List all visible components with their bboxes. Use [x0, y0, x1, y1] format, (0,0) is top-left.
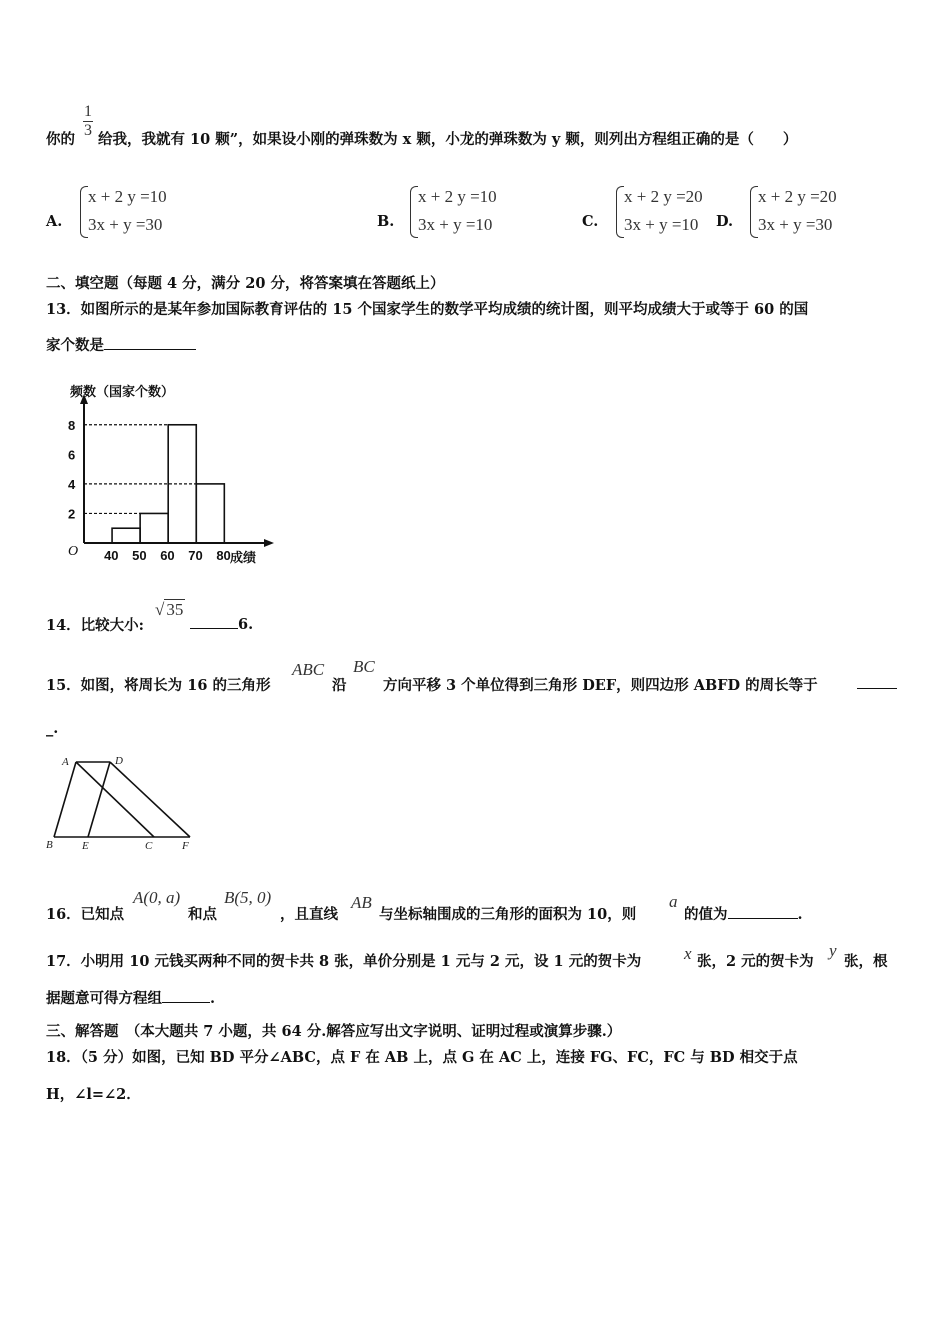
option-d-eq2: 3x + y =30	[758, 215, 833, 234]
q17-mid: 张，2 元的贺卡为	[697, 953, 814, 970]
q18-line1: 18．（5 分）如图，已知 BD 平分∠ABC，点 F 在 AB 上，点 G 在 AC 上，连接 FG、FC，FC 与 BD 相交于点	[46, 1049, 798, 1066]
fraction-one-third	[81, 103, 95, 140]
label-d: D	[115, 755, 123, 767]
option-c-eq2: 3x + y =10	[624, 215, 699, 234]
q17-end: .	[210, 990, 216, 1007]
q16-prefix: 16．已知点	[46, 906, 125, 923]
q15-answer-blank[interactable]	[857, 674, 897, 689]
option-a-eq1: x + 2 y =10	[88, 187, 167, 206]
fraction-numerator: 1	[84, 103, 92, 120]
option-b-eq1: x + 2 y =10	[418, 187, 497, 206]
q14-tail	[190, 614, 253, 633]
label-e: E	[82, 840, 89, 852]
q15-along: 沿	[332, 677, 347, 694]
origin-label: O	[68, 544, 79, 559]
option-d-eq1: x + 2 y =20	[758, 187, 837, 206]
label-a: A	[62, 756, 69, 768]
q13-answer-blank[interactable]	[104, 335, 196, 350]
x-tick-label: 60	[160, 548, 175, 563]
line-ab	[54, 762, 76, 837]
option-a-equations	[88, 183, 167, 239]
q16-suffix	[684, 903, 803, 924]
option-b-equations	[418, 183, 497, 239]
x-tick-label: 80	[216, 548, 231, 563]
q15-answer-blank-wrap	[857, 674, 897, 693]
q18-line2: H，∠l=∠2．	[46, 1086, 141, 1103]
option-c-label[interactable]: C.	[582, 213, 599, 230]
y-tick-label: 6	[68, 447, 76, 463]
q13-line2-text: 家个数是	[46, 337, 104, 354]
y-tick-label: 4	[68, 476, 76, 492]
histogram-bar	[196, 484, 224, 543]
q17-line2-text: 据题意可得方程组	[46, 990, 162, 1007]
histogram-chart	[46, 380, 286, 575]
option-d-label[interactable]: D.	[716, 213, 734, 230]
y-axis-label: 频数（国家个数）	[70, 385, 175, 400]
y-tick-label: 2	[68, 506, 76, 522]
x-tick-label: 50	[132, 548, 147, 563]
q14-prefix: 14．比较大小:	[46, 617, 145, 634]
option-b-eq2: 3x + y =10	[418, 215, 493, 234]
label-c: C	[145, 840, 153, 852]
option-a-label[interactable]: A.	[46, 213, 63, 230]
section-2-title: 二、填空题（每题 4 分，满分 20 分，将答案填在答题纸上）	[46, 275, 445, 292]
q17-y: y	[829, 941, 837, 960]
q17-x: x	[684, 944, 692, 963]
q16-and: 和点	[188, 906, 217, 923]
q16-text: 与坐标轴围成的三角形的面积为 10，则	[379, 906, 637, 923]
label-f: F	[182, 840, 189, 852]
q16-suffix-text: 的值为	[684, 906, 728, 923]
x-axis-arrow	[264, 539, 274, 547]
line-ac	[76, 762, 154, 837]
q17-prefix: 17．小明用 10 元钱买两种不同的贺卡共 8 张，单价分别是 1 元与 2 元，设 1 元的贺卡为	[46, 953, 642, 970]
q12-prefix: 你的	[46, 131, 75, 148]
y-tick-label: 8	[68, 417, 76, 433]
label-b: B	[46, 839, 53, 851]
q15-text: 方向平移 3 个单位得到三角形 DEF，则四边形 ABFD 的周长等于	[383, 677, 818, 694]
q12-text: 给我，我就有 10 颗”，如果设小刚的弹珠数为 x 颗，小龙的弹珠数为 y 颗，则列出方程组正确的是（ ）	[98, 131, 798, 148]
option-b-brace	[410, 186, 418, 238]
q13-line1: 13．如图所示的是某年参加国际教育评估的 15 个国家学生的数学平均成绩的统计图，则平均成绩大于或等于 60 的国	[46, 301, 809, 318]
option-c-eq1: x + 2 y =20	[624, 187, 703, 206]
q13-line2	[46, 334, 196, 355]
q15-bc: BC	[353, 657, 375, 676]
option-d-brace	[750, 186, 758, 238]
option-c-equations	[624, 183, 703, 239]
q14-sqrt: √ 35	[155, 600, 184, 619]
option-b-label[interactable]: B.	[377, 213, 395, 230]
q17-answer-blank[interactable]	[162, 988, 210, 1003]
q15-tail: _.	[46, 720, 59, 737]
q17-line2	[46, 987, 215, 1008]
line-df	[110, 762, 190, 837]
option-d-equations	[758, 183, 837, 239]
line-de	[88, 762, 110, 837]
q16-mid: ，且直线	[280, 906, 338, 923]
fraction-denominator: 3	[84, 122, 92, 139]
q14-answer-blank[interactable]	[190, 614, 238, 629]
option-a-brace	[80, 186, 88, 238]
section-3-title: 三、解答题 （本大题共 7 小题，共 64 分.解答应写出文字说明、证明过程或演算步骤.）	[46, 1023, 622, 1040]
option-a-eq2: 3x + y =30	[88, 215, 163, 234]
histogram-bar	[112, 528, 140, 543]
q16-answer-blank[interactable]	[728, 904, 798, 919]
x-tick-label: 70	[188, 548, 203, 563]
translation-figure	[44, 752, 204, 854]
x-axis-label: 成绩	[230, 551, 257, 566]
q16-a: a	[669, 892, 678, 911]
q16-ab: AB	[351, 893, 372, 912]
q14-radicand: 35	[166, 600, 184, 619]
q16-point-a: A(0, a)	[133, 888, 181, 907]
q15-abc: ABC	[292, 660, 325, 679]
histogram-bar	[140, 513, 168, 543]
q14-suffix: 6.	[238, 616, 254, 633]
option-c-brace	[616, 186, 624, 238]
q16-point-b: B(5, 0)	[224, 888, 272, 907]
q17-suffix: 张，根	[844, 953, 888, 970]
x-tick-label: 40	[104, 548, 119, 563]
histogram-bar	[168, 425, 196, 543]
q15-prefix: 15．如图，将周长为 16 的三角形	[46, 677, 271, 694]
q16-end: .	[797, 906, 803, 923]
